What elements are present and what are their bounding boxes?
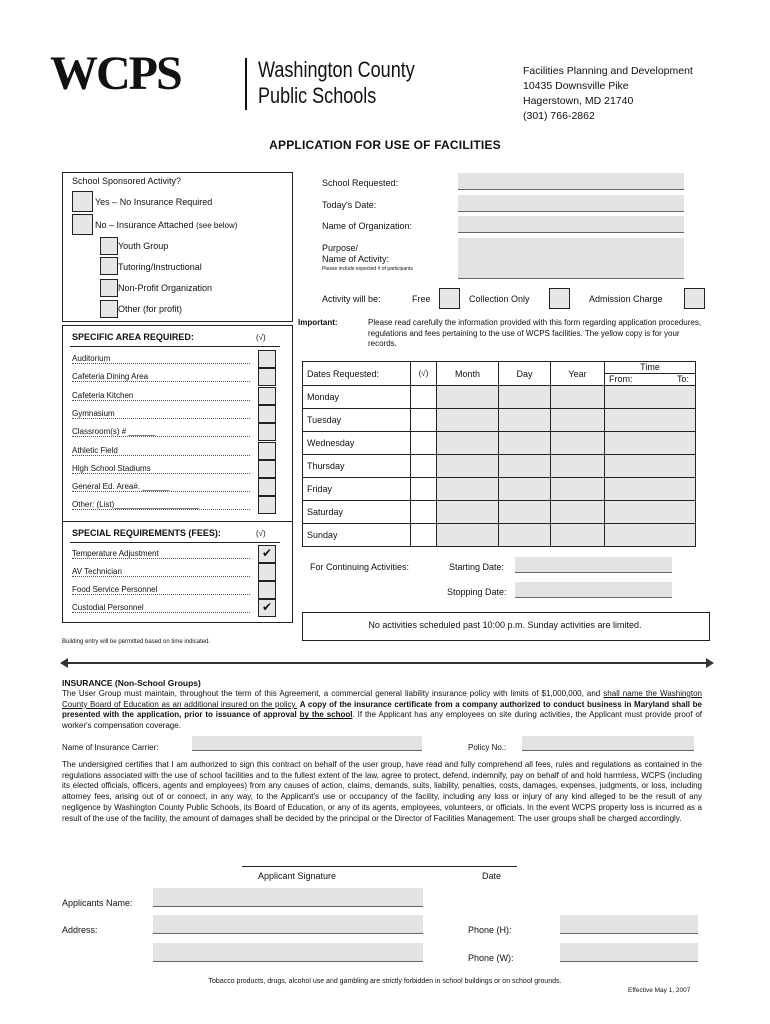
year-cell[interactable]: [551, 524, 605, 547]
day-name: Monday: [303, 386, 411, 409]
phone-work-input[interactable]: [560, 943, 698, 962]
phone-work-label: Phone (W):: [468, 953, 514, 963]
day-checkbox[interactable]: [411, 501, 437, 524]
day-name: Saturday: [303, 501, 411, 524]
tobacco-notice: Tobacco products, drugs, alcohol use and gambling are strictly forbidden in school buildings or on school grounds.: [208, 978, 562, 985]
year-header: Year: [551, 362, 605, 386]
sponsored-label: School Sponsored Activity?: [72, 176, 182, 186]
free-checkbox[interactable]: [439, 288, 460, 309]
area-item-label: Classroom(s) # ______: [72, 427, 250, 437]
other-profit-checkbox[interactable]: [100, 300, 118, 318]
month-cell[interactable]: [437, 432, 499, 455]
form-title: APPLICATION FOR USE OF FACILITIES: [269, 138, 501, 152]
fee-item-checkbox[interactable]: [258, 581, 276, 599]
day-name: Wednesday: [303, 432, 411, 455]
time-header: [605, 362, 696, 386]
address-input-1[interactable]: [153, 915, 423, 934]
dates-table: [302, 361, 696, 547]
area-item-checkbox[interactable]: [258, 423, 276, 441]
day-cell[interactable]: [499, 455, 551, 478]
fee-item-checkbox[interactable]: ✔: [258, 545, 276, 563]
fee-item-label: Food Service Personnel: [72, 585, 250, 595]
area-item-label: General Ed. Area#. ______: [72, 482, 250, 492]
time-cell[interactable]: [605, 455, 696, 478]
youth-group-checkbox[interactable]: [100, 237, 118, 255]
year-cell[interactable]: [551, 478, 605, 501]
policy-label: Policy No.:: [468, 743, 507, 752]
address-line: Hagerstown, MD 21740: [523, 95, 634, 107]
day-row: [303, 386, 696, 409]
time-cell[interactable]: [605, 386, 696, 409]
day-checkbox[interactable]: [411, 455, 437, 478]
time-cell[interactable]: [605, 501, 696, 524]
time-cell[interactable]: [605, 409, 696, 432]
year-cell[interactable]: [551, 409, 605, 432]
org-name-line1: Washington County: [258, 57, 415, 82]
building-entry-note: Building entry will be permitted based on time indicated.: [62, 639, 211, 645]
month-cell[interactable]: [437, 455, 499, 478]
continuing-label: For Continuing Activities:: [310, 562, 410, 572]
day-row: [303, 478, 696, 501]
admission-label: Admission Charge: [589, 294, 663, 304]
phone-home-label: Phone (H):: [468, 925, 512, 935]
applicant-signature-label: Applicant Signature: [258, 871, 337, 881]
area-item-label: Cafeteria Kitchen: [72, 391, 250, 401]
day-checkbox[interactable]: [411, 478, 437, 501]
org-name-label: Name of Organization:: [322, 221, 413, 231]
tutoring-checkbox[interactable]: [100, 257, 118, 275]
address-input-2[interactable]: [153, 943, 423, 962]
yes-label: Yes – No Insurance Required: [95, 197, 213, 207]
fee-item-label: AV Technician: [72, 567, 250, 577]
important-text: Please read carefully the information provided with this form regarding application procedures, regulations and fees pertaining to the use of WCPS facilities. The yellow copy is for your records.: [368, 318, 702, 348]
effective-date: Effective May 1, 2007: [628, 987, 691, 994]
area-item-label: High School Stadiums: [72, 464, 250, 474]
day-row: [303, 524, 696, 547]
insurance-paragraph: [62, 689, 702, 732]
collection-checkbox[interactable]: [549, 288, 570, 309]
fees-divider: [70, 542, 280, 543]
area-item-checkbox[interactable]: [258, 350, 276, 368]
month-cell[interactable]: [437, 524, 499, 547]
wcps-logo: WCPS: [50, 47, 181, 100]
area-item-label: Other: (List)___________________: [72, 500, 250, 510]
time-label: Time: [605, 362, 695, 374]
year-cell[interactable]: [551, 386, 605, 409]
purpose-line1: Purpose/: [322, 243, 359, 253]
to-header: To:: [676, 374, 689, 384]
day-checkbox[interactable]: [411, 432, 437, 455]
insurance-title: INSURANCE (Non-School Groups): [62, 678, 201, 688]
area-item-checkbox[interactable]: [258, 442, 276, 460]
day-name: Thursday: [303, 455, 411, 478]
applicant-name-label: Applicants Name:: [62, 898, 133, 908]
fee-item-checkbox[interactable]: [258, 563, 276, 581]
signature-line: [242, 866, 517, 867]
dates-mark-header: (√): [411, 362, 437, 386]
day-cell[interactable]: [499, 501, 551, 524]
day-row: [303, 501, 696, 524]
other-profit-label: Other (for profit): [118, 304, 183, 314]
fee-item-label: Custodial Personnel: [72, 603, 250, 613]
year-cell[interactable]: [551, 501, 605, 524]
no-note: (see below): [196, 221, 238, 230]
area-item-checkbox[interactable]: [258, 368, 276, 386]
day-checkbox[interactable]: [411, 524, 437, 547]
day-cell[interactable]: [499, 478, 551, 501]
dates-requested-header: Dates Requested:: [303, 362, 411, 386]
insurance-p1-end: . If the Applicant has any employees on site during activities, the Applicant must provide proof of worker's compensation coverage.: [62, 710, 703, 731]
nonprofit-checkbox[interactable]: [100, 279, 118, 297]
area-item-checkbox[interactable]: [258, 387, 276, 405]
sponsored-box: [62, 172, 293, 322]
day-cell[interactable]: [499, 524, 551, 547]
org-name-input[interactable]: [458, 216, 684, 233]
nonprofit-label: Non-Profit Organization: [118, 283, 213, 293]
day-checkbox[interactable]: [411, 386, 437, 409]
fee-item-label: Temperature Adjustment: [72, 549, 250, 559]
separator-arrow-left: [60, 658, 68, 668]
purpose-input[interactable]: [458, 238, 684, 279]
area-item-label: Gymnasium: [72, 409, 250, 419]
day-header: Day: [499, 362, 551, 386]
area-title: SPECIFIC AREA REQUIRED:: [72, 332, 194, 342]
area-item-checkbox[interactable]: [258, 478, 276, 496]
from-header: From:: [609, 374, 633, 384]
todays-date-label: Today's Date:: [322, 200, 377, 210]
time-subheaders: [605, 374, 695, 385]
area-item-checkbox[interactable]: [258, 460, 276, 478]
day-cell[interactable]: [499, 432, 551, 455]
month-cell[interactable]: [437, 478, 499, 501]
start-date-label: Starting Date:: [449, 562, 505, 572]
dates-header-row: [303, 362, 696, 386]
stop-date-input[interactable]: [515, 582, 672, 598]
no-line: [95, 220, 237, 230]
free-label: Free: [412, 294, 431, 304]
important-label: Important:: [298, 318, 338, 327]
carrier-input[interactable]: [192, 736, 422, 751]
phone-home-input[interactable]: [560, 915, 698, 934]
address-line: 10435 Downsville Pike: [523, 80, 629, 92]
fees-mark: (√): [256, 529, 266, 538]
tutoring-label: Tutoring/Instructional: [118, 262, 202, 272]
fee-item-checkbox[interactable]: ✔: [258, 599, 276, 617]
org-name: [258, 57, 415, 109]
fees-title: SPECIAL REQUIREMENTS (FEES):: [72, 528, 221, 538]
day-name: Friday: [303, 478, 411, 501]
day-checkbox[interactable]: [411, 409, 437, 432]
area-item-label: Cafeteria Dining Area: [72, 372, 250, 382]
area-divider: [70, 346, 280, 347]
start-date-input[interactable]: [515, 557, 672, 573]
activity-label: Activity will be:: [322, 294, 381, 304]
day-row: [303, 432, 696, 455]
area-item-checkbox[interactable]: [258, 496, 276, 514]
insurance-p1-underline: shall name the Washington County Board of Education as an additional insured on the policy.: [62, 689, 703, 709]
day-row: [303, 455, 696, 478]
insurance-by-school: by the school: [299, 710, 353, 720]
insurance-p1: The User Group must maintain, throughout the term of this Agreement, a commercial general liability insurance policy with limits of $1,000,000, and: [62, 689, 601, 698]
area-item-label: Auditorium: [72, 354, 250, 364]
no-label: No – Insurance Attached: [95, 220, 194, 230]
address-line: (301) 766-2862: [523, 110, 595, 122]
year-cell[interactable]: [551, 455, 605, 478]
logo-divider: [245, 58, 247, 110]
no-checkbox[interactable]: [72, 214, 93, 235]
org-name-line2: Public Schools: [258, 83, 377, 108]
address-label: Address:: [62, 925, 98, 935]
address-line: Facilities Planning and Development: [523, 65, 693, 77]
school-requested-label: School Requested:: [322, 178, 399, 188]
area-item-checkbox[interactable]: [258, 405, 276, 423]
purpose-label: [322, 243, 389, 265]
year-cell[interactable]: [551, 432, 605, 455]
month-cell[interactable]: [437, 386, 499, 409]
applicant-name-input[interactable]: [153, 888, 423, 907]
day-rows: [303, 386, 696, 547]
date-label: Date: [482, 871, 502, 881]
day-cell[interactable]: [499, 409, 551, 432]
area-item-label: Athletic Field: [72, 446, 250, 456]
separator-arrow-right: [706, 658, 714, 668]
org-address: [523, 64, 693, 124]
day-name: Sunday: [303, 524, 411, 547]
school-requested-input[interactable]: [458, 173, 684, 190]
todays-date-input[interactable]: [458, 195, 684, 212]
yes-checkbox[interactable]: [72, 191, 93, 212]
time-cell[interactable]: [605, 432, 696, 455]
month-cell[interactable]: [437, 501, 499, 524]
day-cell[interactable]: [499, 386, 551, 409]
purpose-line2: Name of Activity:: [322, 254, 390, 264]
insurance-p1-bold: A copy of the insurance certificate from a company authorized to conduct business in Maryland shall be presented with the application, prior to issuance of approval: [62, 699, 702, 720]
day-row: [303, 409, 696, 432]
time-cell[interactable]: [605, 478, 696, 501]
day-name: Tuesday: [303, 409, 411, 432]
policy-input[interactable]: [522, 736, 694, 751]
section-separator: [62, 662, 712, 664]
stop-date-label: Stopping Date:: [447, 587, 507, 597]
carrier-label: Name of Insurance Carrier:: [62, 743, 159, 752]
time-cell[interactable]: [605, 524, 696, 547]
month-cell[interactable]: [437, 409, 499, 432]
purpose-note: Please include expected # of participants: [322, 266, 413, 272]
area-mark: (√): [256, 333, 266, 342]
month-header: Month: [437, 362, 499, 386]
certification-text: The undersigned certifies that I am authorized to sign this contract on behalf of the user group, have read and fully comprehend all fees, rules and regulations as contained in the regulations associated with the use of school facilities and to the fullest extent of the law, agree to protect, defend, indemnify, pay on behalf of and hold harmless, WCPS (including its elected officials, officers, agents and employees) from any causes of action, claims, demands, suits, liability, penalties, costs, damages, expenses, judgments, or loss, including attorney fees, arising out of or connect, in any way, to the Applicant's use or occupancy of the facility, including any loss or injury of any kind alleged to be the result of any negligence by Washington County Public Schools, its Board of Education, or any of its agents, employees, volunteers, or officials. In the event WCPS property loss is incurred as a result of the use of the facility, the amount of damages shall be decided by the principal or the Director of Facilities Management. The user groups shall be charged accordingly.: [62, 760, 702, 823]
notice-text: No activities scheduled past 10:00 p.m. Sunday activities are limited.: [368, 620, 642, 630]
youth-group-label: Youth Group: [118, 241, 169, 251]
collection-label: Collection Only: [469, 294, 530, 304]
admission-checkbox[interactable]: [684, 288, 705, 309]
